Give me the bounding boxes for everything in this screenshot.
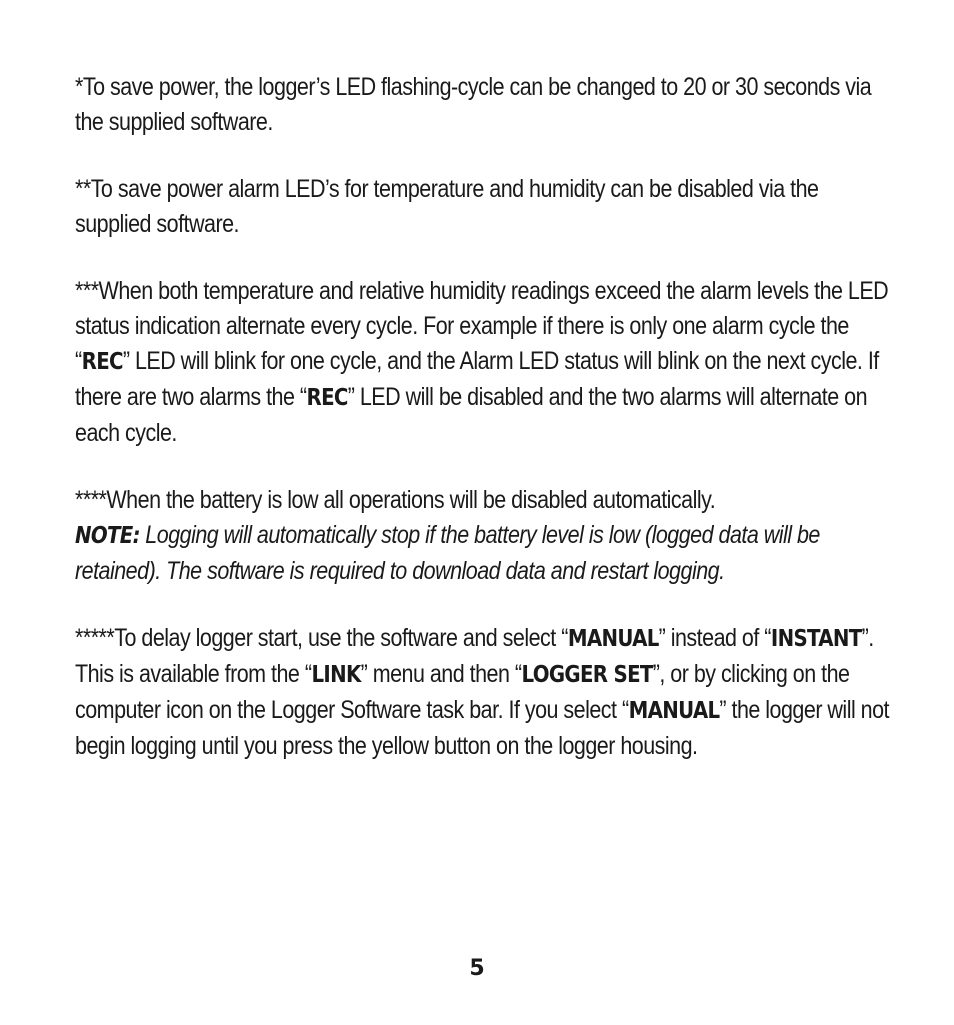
footnote-5-text-d: ” menu and then “ [360,660,522,688]
footnote-3-text-a: ***When both temperature and relative humidity readings exceed the alarm levels the LED status indication alternate every cycle. For example if there is only one alarm cycle the “ [75,277,889,375]
keyword-logger-set: LOGGER SET [521,662,653,688]
footnote-5-text-e: ”, or by clicking on the computer icon on the Logger Software task bar. If you select “ [75,660,850,724]
footnote-alarm-leds [75,172,892,242]
manual-page-body [75,70,895,764]
footnote-delayed-start [75,621,892,764]
keyword-instant: INSTANT [770,626,862,652]
footnote-5-text-a: *****To delay logger start, use the software and select “ [75,624,568,652]
footnote-led-flashing-cycle [75,70,892,140]
note-label: NOTE: [75,523,140,549]
footnote-3-text-c: ” LED will be disabled and the two alarms will alternate on each cycle. [75,383,868,447]
keyword-rec: REC [81,349,123,375]
footnote-5-text-c: ”. This is available from the “ [75,624,874,688]
keyword-manual: MANUAL [628,698,720,724]
page-number: 5 [469,956,485,981]
note-text: Logging will automatically stop if the battery level is low (logged data will be retained). The software is required to download data and restart logging. [75,521,820,585]
keyword-manual: MANUAL [567,626,659,652]
footnote-5-text-f: ” the logger will not begin logging until you press the yellow button on the logger housing. [75,696,890,760]
keyword-link: LINK [311,662,361,688]
footnote-low-battery [75,483,892,589]
footnote-3-text-b: ” LED will blink for one cycle, and the Alarm LED status will blink on the next cycle. If there are two alarms the “ [75,347,879,411]
footnote-alarm-alternation [75,274,892,451]
footnote-4-text: ****When the battery is low all operations will be disabled automatically. [75,486,716,514]
footnote-5-text-b: ” instead of “ [658,624,771,652]
footnote-2-text: **To save power alarm LED’s for temperature and humidity can be disabled via the supplied software. [75,175,819,238]
keyword-rec: REC [306,385,348,411]
footnote-1-text: *To save power, the logger’s LED flashing-cycle can be changed to 20 or 30 seconds via the supplied software. [75,73,872,136]
